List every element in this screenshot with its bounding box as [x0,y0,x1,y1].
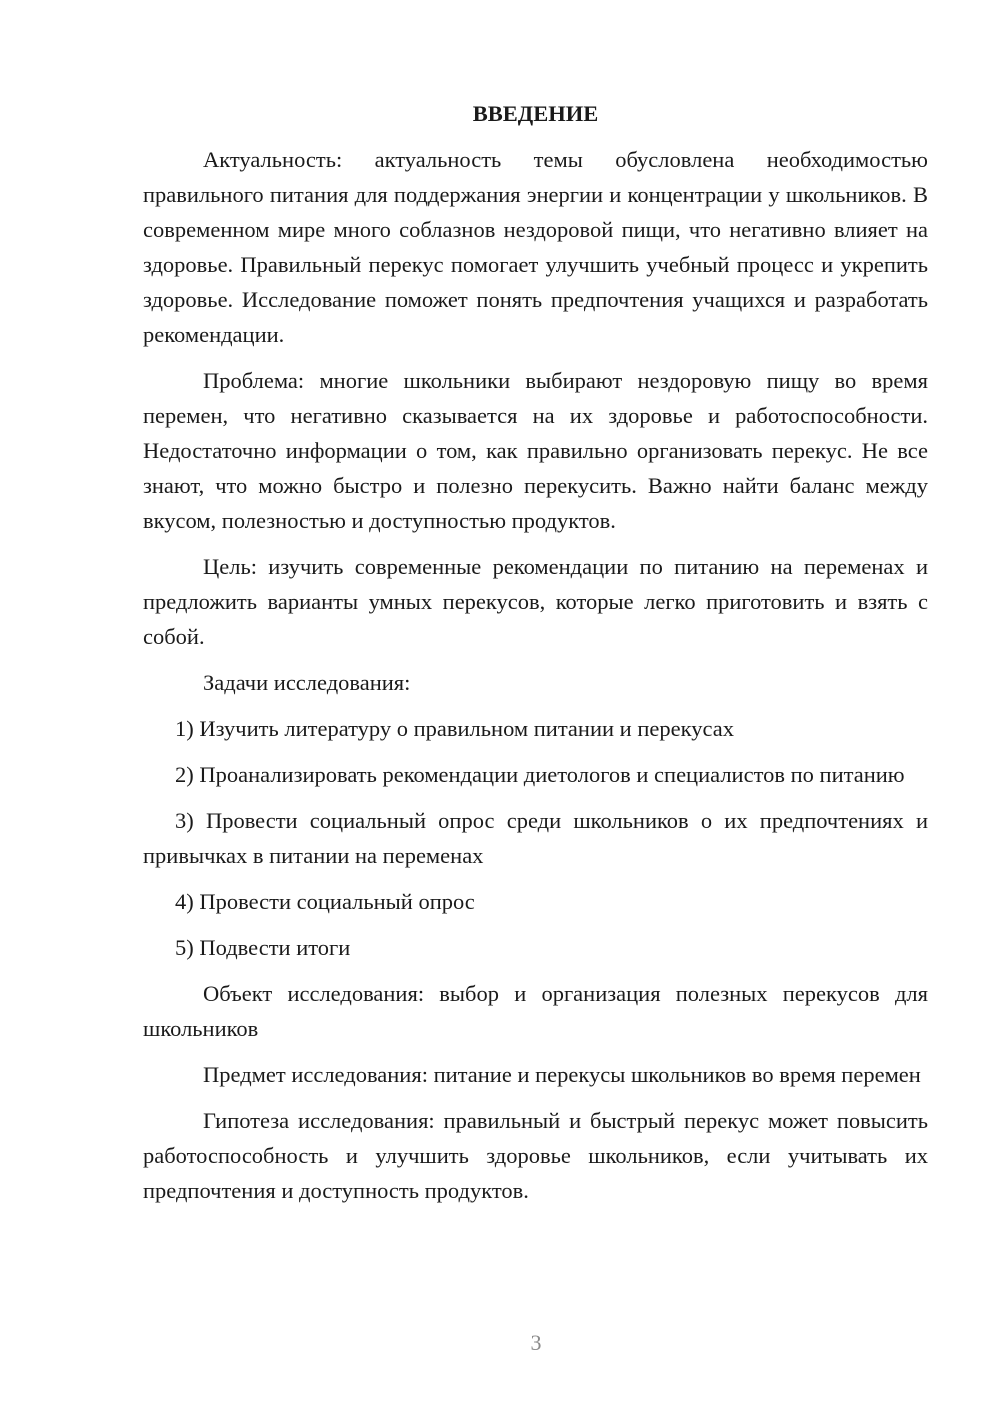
task-item-5: 5) Подвести итоги [175,935,351,960]
task-item-1: 1) Изучить литературу о правильном питании и перекусах [175,716,734,741]
task-item-3: 3) Провести социальный опрос среди школьников о их предпочтениях и привычках в питании на переменах [143,808,928,868]
problem-paragraph: Проблема: многие школьники выбирают нездоровую пищу во время перемен, что негативно сказывается на их здоровье и работоспособности. Недостаточно информации о том, как правильно организовать перекус. Не все знают, что можно быстро и полезно перекусить. Важно найти баланс между вкусом, полезностью и доступностью продуктов. [143,368,928,533]
section-title: ВВЕДЕНИЕ [472,101,599,126]
subject-paragraph: Предмет исследования: питание и перекусы школьников во время перемен [203,1062,921,1087]
tasks-heading: Задачи исследования: [203,670,411,695]
document-page [143,96,928,1219]
page-number: 3 [530,1330,542,1355]
object-paragraph: Объект исследования: выбор и организация полезных перекусов для школьников [143,981,928,1041]
task-item-2: 2) Проанализировать рекомендации диетологов и специалистов по питанию [175,762,905,787]
task-item-4: 4) Провести социальный опрос [175,889,475,914]
relevance-paragraph: Актуальность: актуальность темы обусловлена необходимостью правильного питания для поддержания энергии и концентрации у школьников. В современном мире много соблазнов нездоровой пищи, что негативно влияет на здоровье. Правильный перекус помогает улучшить учебный процесс и укрепить здоровье. Исследование поможет понять предпочтения учащихся и разработать рекомендации. [143,147,928,347]
goal-paragraph: Цель: изучить современные рекомендации по питанию на переменах и предложить варианты умных перекусов, которые легко приготовить и взять с собой. [143,554,928,649]
hypothesis-paragraph: Гипотеза исследования: правильный и быстрый перекус может повысить работоспособность и улучшить здоровье школьников, если учитывать их предпочтения и доступность продуктов. [143,1108,928,1203]
